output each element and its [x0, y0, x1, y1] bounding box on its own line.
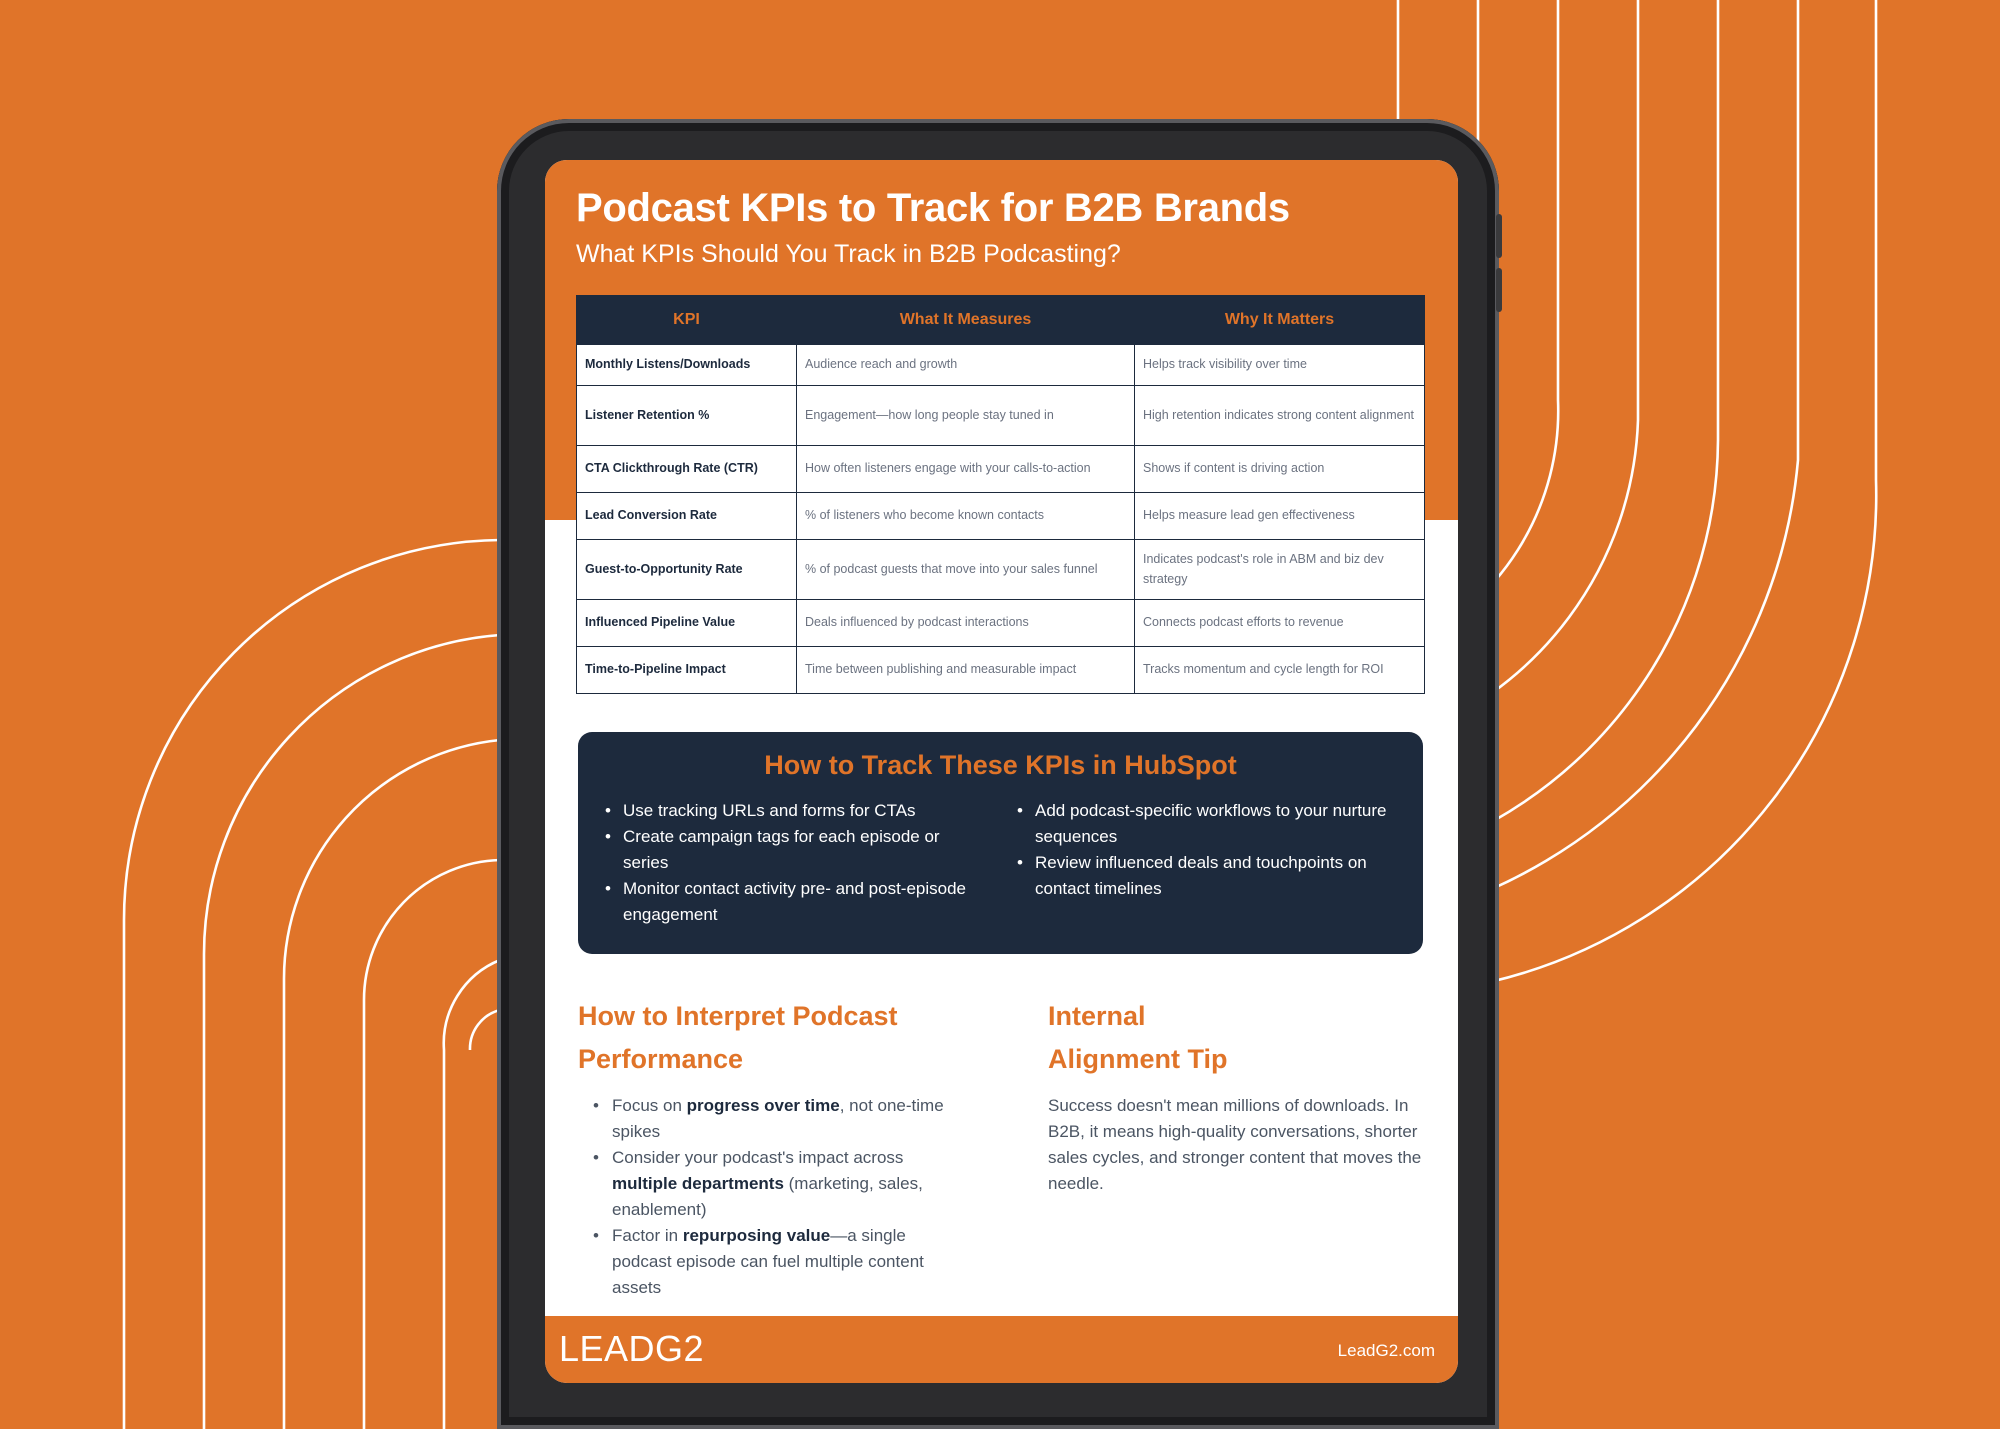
measures-cell: % of podcast guests that move into your sales funnel	[797, 540, 1135, 600]
kpi-cell: Time-to-Pipeline Impact	[577, 647, 797, 694]
performance-title	[578, 995, 898, 1081]
column-header-kpi: KPI	[577, 296, 797, 345]
list-item: • Add podcast-specific workflows to your nurture sequences	[1015, 798, 1395, 850]
tablet-side-button	[1496, 214, 1502, 258]
measures-cell: Deals influenced by podcast interactions	[797, 600, 1135, 647]
column-header-measures: What It Measures	[797, 296, 1135, 345]
alignment-tip-title	[1048, 995, 1228, 1081]
bottom-left-lines	[124, 540, 500, 1429]
list-item: • Create campaign tags for each episode or series	[603, 824, 973, 876]
table-row	[577, 540, 1425, 600]
kpi-cell: Influenced Pipeline Value	[577, 600, 797, 647]
website-link[interactable]: LeadG2.com	[1337, 1341, 1435, 1360]
kpi-cell: Monthly Listens/Downloads	[577, 345, 797, 386]
matters-cell: Indicates podcast's role in ABM and biz dev strategy	[1135, 540, 1425, 600]
measures-cell: % of listeners who become known contacts	[797, 493, 1135, 540]
matters-cell: High retention indicates strong content alignment	[1135, 386, 1425, 446]
measures-cell: Time between publishing and measurable impact	[797, 647, 1135, 694]
list-item: • Consider your podcast's impact across multiple departments (marketing, sales, enablement)	[581, 1145, 951, 1223]
kpi-cell: Listener Retention %	[577, 386, 797, 446]
hubspot-title: How to Track These KPIs in HubSpot	[764, 750, 1237, 780]
kpi-cell: Lead Conversion Rate	[577, 493, 797, 540]
hubspot-list-right	[1015, 798, 1395, 902]
list-item: • Review influenced deals and touchpoints on contact timelines	[1015, 850, 1395, 902]
table-row	[577, 345, 1425, 386]
alignment-tip-text: Success doesn't mean millions of downloads. In B2B, it means high-quality conversations, shorter sales cycles, and stronger content that moves the needle.	[1048, 1096, 1422, 1193]
kpi-cell: CTA Clickthrough Rate (CTR)	[577, 446, 797, 493]
page-title: Podcast KPIs to Track for B2B Brands	[576, 186, 1290, 230]
kpi-table	[576, 295, 1425, 694]
list-item: • Monitor contact activity pre- and post-episode engagement	[603, 876, 973, 928]
page-subtitle: What KPIs Should You Track in B2B Podcasting?	[576, 240, 1121, 268]
hubspot-list-left	[603, 798, 973, 928]
table-row	[577, 493, 1425, 540]
matters-cell: Connects podcast efforts to revenue	[1135, 600, 1425, 647]
leadg2-logo: LEADG2	[559, 1328, 705, 1369]
measures-cell: Audience reach and growth	[797, 345, 1135, 386]
tip-title-line1: Internal	[1048, 1001, 1146, 1031]
column-header-matters: Why It Matters	[1135, 296, 1425, 345]
measures-cell: How often listeners engage with your calls-to-action	[797, 446, 1135, 493]
table-row	[577, 647, 1425, 694]
tip-title-line2: Alignment Tip	[1048, 1044, 1228, 1074]
footer-band	[545, 1316, 1458, 1383]
tablet-screen	[545, 160, 1458, 1383]
table-row	[577, 386, 1425, 446]
list-item: • Factor in repurposing value—a single podcast episode can fuel multiple content assets	[581, 1223, 951, 1301]
performance-title-line1: How to Interpret Podcast	[578, 1001, 898, 1031]
measures-cell: Engagement—how long people stay tuned in	[797, 386, 1135, 446]
performance-list	[581, 1093, 951, 1301]
hubspot-tracking-box	[578, 732, 1423, 954]
tablet-side-button	[1496, 268, 1502, 312]
list-item: • Use tracking URLs and forms for CTAs	[603, 798, 973, 824]
performance-title-line2: Performance	[578, 1044, 744, 1074]
table-row	[577, 600, 1425, 647]
matters-cell: Helps measure lead gen effectiveness	[1135, 493, 1425, 540]
matters-cell: Tracks momentum and cycle length for ROI	[1135, 647, 1425, 694]
table-row	[577, 446, 1425, 493]
matters-cell: Helps track visibility over time	[1135, 345, 1425, 386]
matters-cell: Shows if content is driving action	[1135, 446, 1425, 493]
table-header-row	[577, 296, 1425, 345]
kpi-cell: Guest-to-Opportunity Rate	[577, 540, 797, 600]
list-item: • Focus on progress over time, not one-time spikes	[581, 1093, 951, 1145]
